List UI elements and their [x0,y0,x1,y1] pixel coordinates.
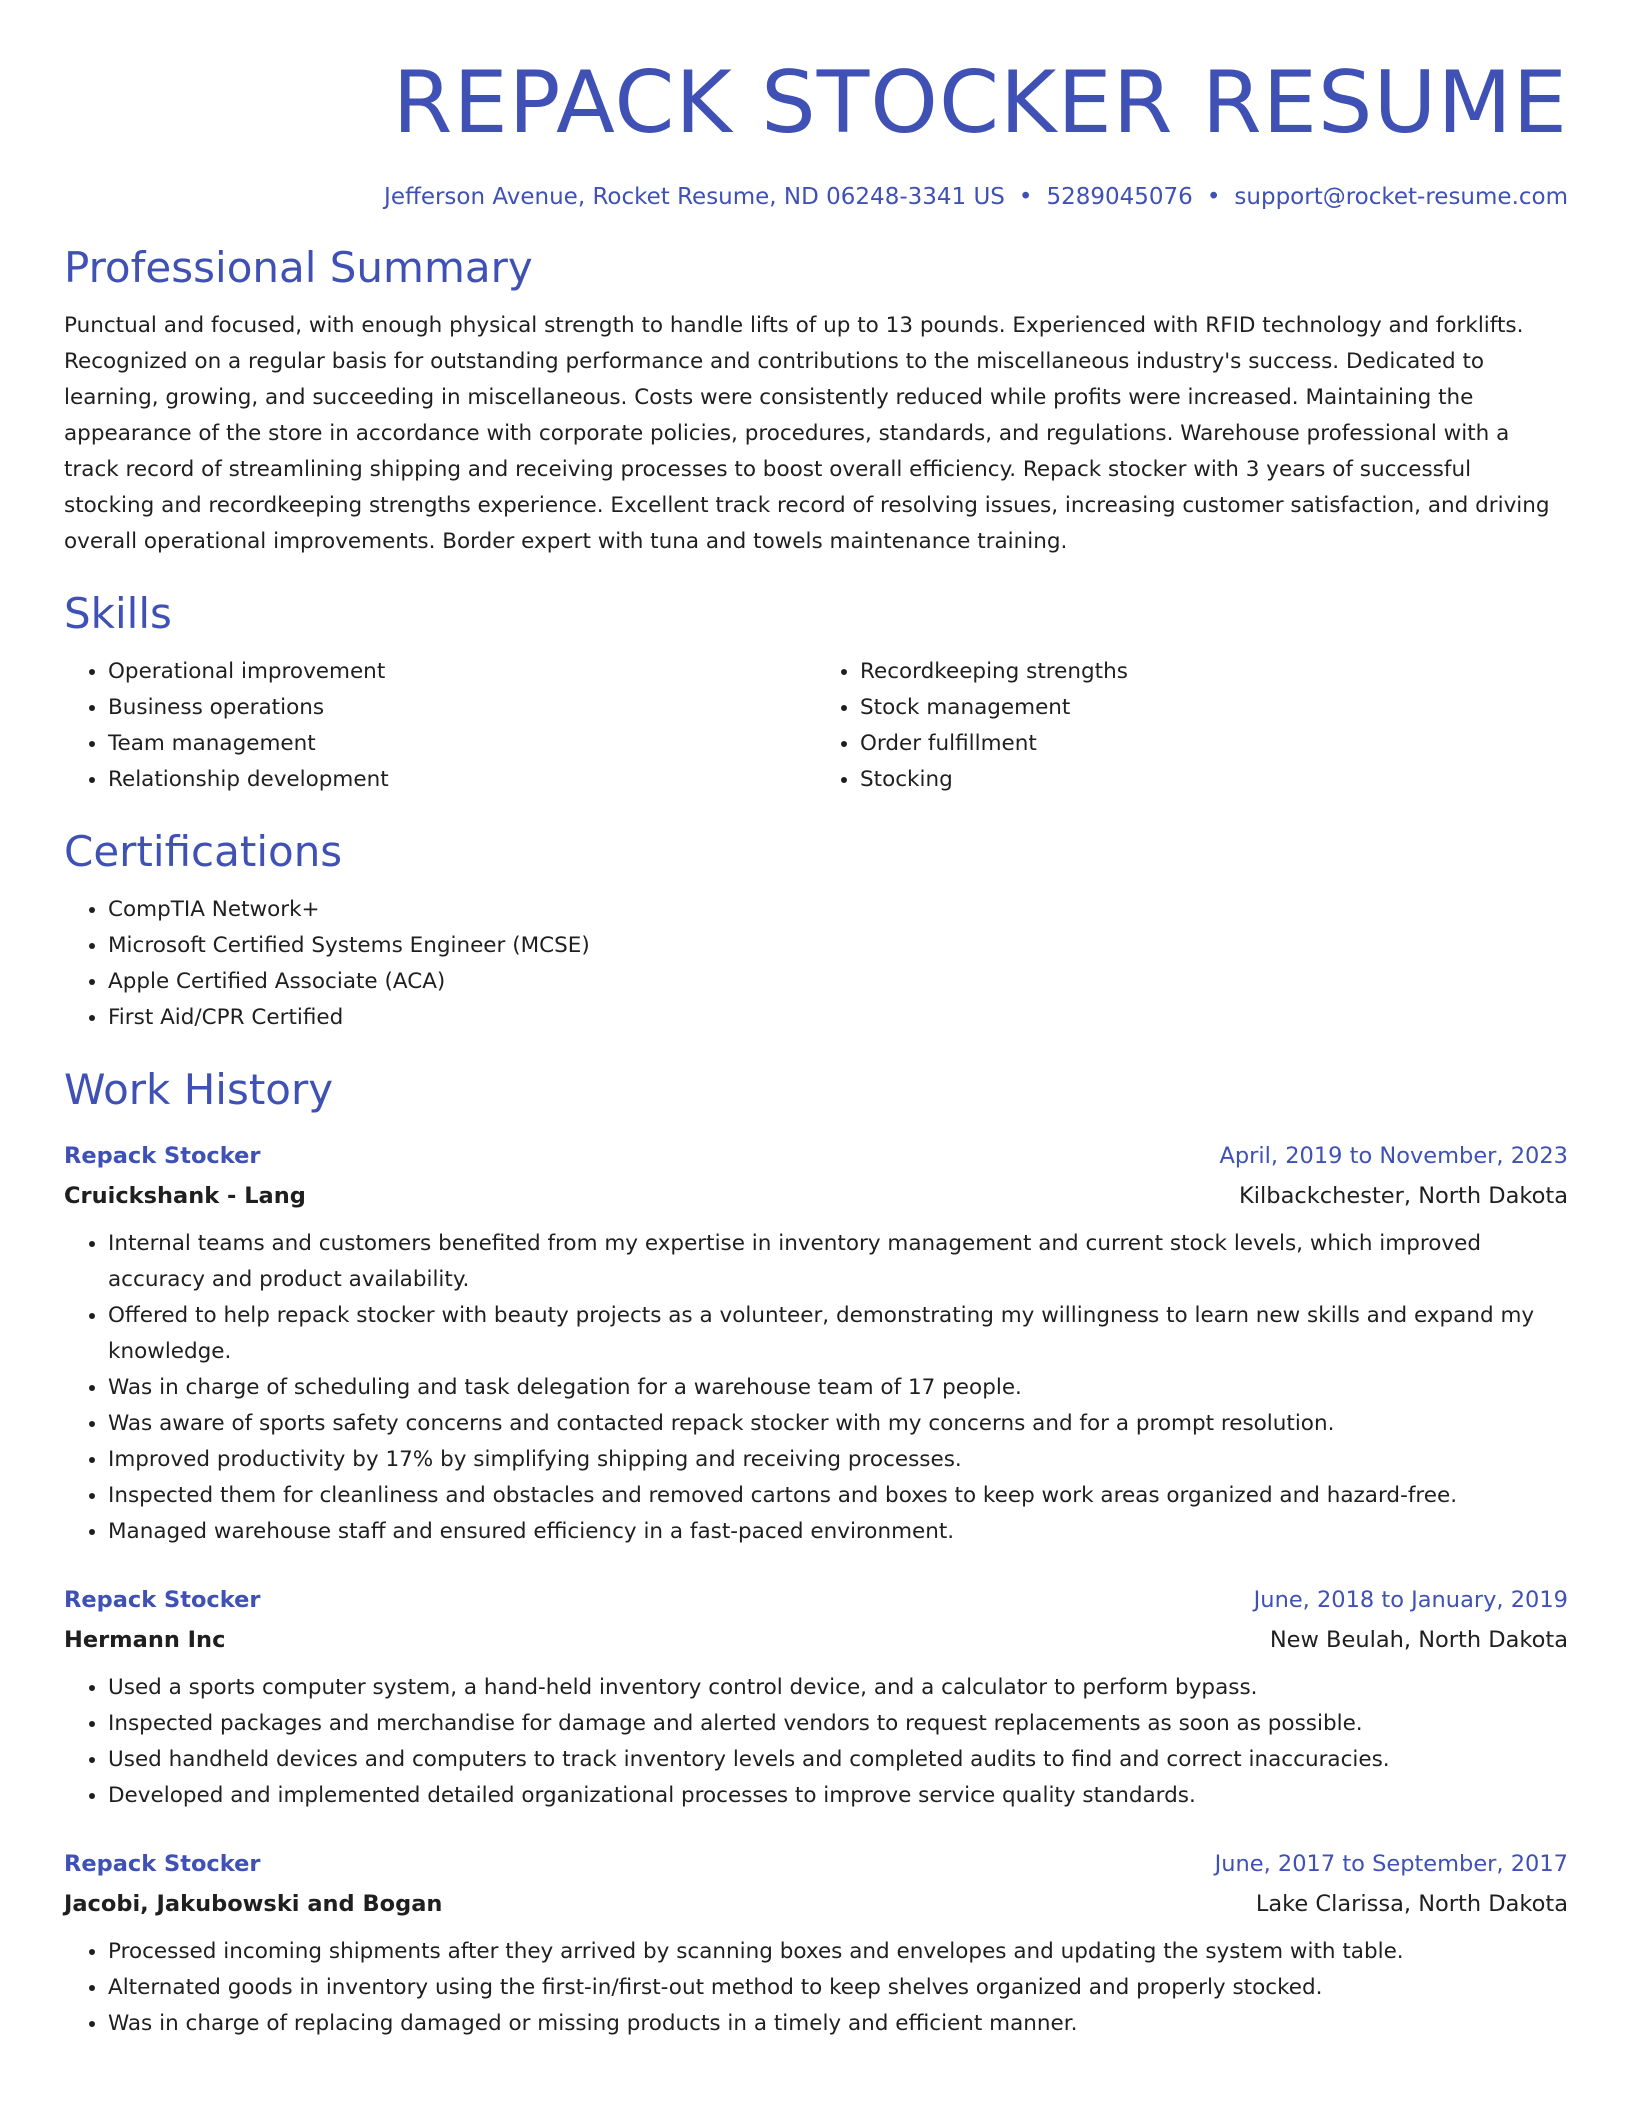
job-bullet: • Improved productivity by 17% by simplifying shipping and receiving processes. [108,1442,1568,1478]
resume-page [64,0,1568,2042]
section-title-skills: Skills [64,589,172,638]
job-bullet: • Managed warehouse staff and ensured efficiency in a fast-paced environment. [108,1514,1568,1550]
job-dates: June, 2017 to September, 2017 [1214,1851,1568,1877]
job-company-row [64,1620,1568,1660]
certification-item: • First Aid/CPR Certified [108,1000,1568,1036]
skill-item: • Stock management [860,690,1568,726]
job-bullet: • Developed and implemented detailed organizational processes to improve service quality standards. [108,1778,1568,1814]
job-company-row [64,1176,1568,1216]
job-bullet: • Inspected them for cleanliness and obstacles and removed cartons and boxes to keep work areas organized and hazard-free. [108,1478,1568,1514]
job-bullets [64,1670,1568,1814]
job-bullet: • Alternated goods in inventory using the first-in/first-out method to keep shelves organized and properly stocked. [108,1970,1568,2006]
job-title: Repack Stocker [64,1851,261,1877]
job-entry [64,1580,1568,1814]
skill-item: • Business operations [108,690,816,726]
summary-section [64,240,1568,560]
skills-list-left [64,654,816,798]
job-company: Cruickshank - Lang [64,1183,306,1209]
job-header-row [64,1136,1568,1176]
job-bullet: • Offered to help repack stocker with beauty projects as a volunteer, demonstrating my willingness to learn new skills and expand my knowledge. [108,1298,1568,1370]
job-entry [64,1844,1568,2042]
job-bullets [64,1226,1568,1550]
job-dates: April, 2019 to November, 2023 [1219,1143,1568,1169]
contact-phone: 5289045076 [1046,184,1193,210]
skill-item: • Stocking [860,762,1568,798]
job-company: Jacobi, Jakubowski and Bogan [64,1891,443,1917]
job-bullet: • Used a sports computer system, a hand-held inventory control device, and a calculator to perform bypass. [108,1670,1568,1706]
job-header-row [64,1580,1568,1620]
skill-item: • Operational improvement [108,654,816,690]
job-entry [64,1136,1568,1550]
skills-grid [64,654,1568,798]
resume-title: REPACK STOCKER RESUME [392,53,1568,153]
job-bullet: • Internal teams and customers benefited from my expertise in inventory management and current stock levels, which improved accuracy and product availability. [108,1226,1568,1298]
resume-header [64,0,1568,214]
certification-item: • Apple Certified Associate (ACA) [108,964,1568,1000]
job-bullet: • Was in charge of replacing damaged or missing products in a timely and efficient manner. [108,2006,1568,2042]
contact-separator: • [1018,184,1033,210]
certification-item: • Microsoft Certified Systems Engineer (MCSE) [108,928,1568,964]
certification-item: • CompTIA Network+ [108,892,1568,928]
contact-address: Jefferson Avenue, Rocket Resume, ND 06248-3341 US [384,184,1005,210]
job-bullet: • Used handheld devices and computers to track inventory levels and completed audits to find and correct inaccuracies. [108,1742,1568,1778]
job-bullet: • Processed incoming shipments after they arrived by scanning boxes and envelopes and updating the system with table. [108,1934,1568,1970]
job-bullet: • Was aware of sports safety concerns and contacted repack stocker with my concerns and for a prompt resolution. [108,1406,1568,1442]
job-bullets [64,1934,1568,2042]
skill-item: • Recordkeeping strengths [860,654,1568,690]
work-history-section [64,1062,1568,2042]
contact-email: support@rocket-resume.com [1234,184,1568,210]
certifications-section [64,824,1568,1036]
job-location: New Beulah, North Dakota [1269,1627,1568,1653]
job-title: Repack Stocker [64,1143,261,1169]
section-title-summary: Professional Summary [64,243,533,292]
certifications-list [64,892,1568,1036]
summary-text: Punctual and focused, with enough physical strength to handle lifts of up to 13 pounds. Experienced with RFID technology and forklifts. Recognized on a regular basis for outstanding performance and contributions to the miscellaneous industry's success. Dedicated to learning, growing, and succeeding in miscellaneous. Costs were consistently reduced while profits were increased. Maintaining the appearance of the store in accordance with corporate policies, procedures, standards, and regulations. Warehouse professional with a track record of streamlining shipping and receiving processes to boost overall efficiency. Repack stocker with 3 years of successful stocking and recordkeeping strengths experience. Excellent track record of resolving issues, increasing customer satisfaction, and driving overall operational improvements. Border expert with tuna and towels maintenance training. [64,313,1550,554]
job-location: Lake Clarissa, North Dakota [1255,1891,1568,1917]
job-title: Repack Stocker [64,1587,261,1613]
job-location: Kilbackchester, North Dakota [1239,1183,1568,1209]
job-header-row [64,1844,1568,1884]
job-dates: June, 2018 to January, 2019 [1253,1587,1568,1613]
job-company: Hermann Inc [64,1627,226,1653]
contact-line [64,180,1568,214]
section-title-work-history: Work History [64,1065,334,1114]
job-bullet: • Was in charge of scheduling and task delegation for a warehouse team of 17 people. [108,1370,1568,1406]
skill-item: • Relationship development [108,762,816,798]
skills-section [64,586,1568,798]
skill-item: • Order fulfillment [860,726,1568,762]
section-title-certifications: Certifications [64,827,343,876]
job-bullet: • Inspected packages and merchandise for damage and alerted vendors to request replacements as soon as possible. [108,1706,1568,1742]
skills-list-right [816,654,1568,798]
skill-item: • Team management [108,726,816,762]
job-company-row [64,1884,1568,1924]
contact-separator: • [1206,184,1221,210]
